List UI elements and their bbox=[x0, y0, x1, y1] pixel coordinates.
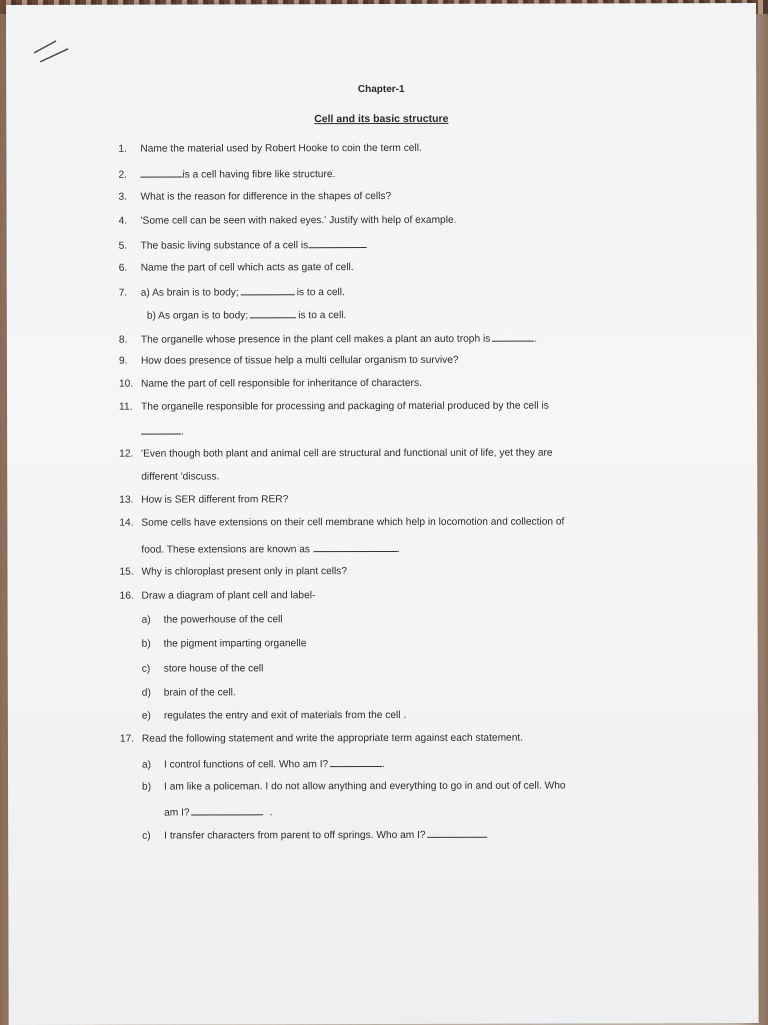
question-text: a) As brain is to body; bbox=[140, 287, 239, 299]
question-text: . bbox=[534, 333, 538, 345]
question-17a bbox=[142, 757, 385, 771]
question-text: How is SER different from RER? bbox=[141, 494, 289, 506]
question-17b-continued bbox=[164, 805, 272, 818]
question-number: 7. bbox=[118, 287, 128, 299]
question-text: . bbox=[382, 758, 386, 770]
question-9 bbox=[119, 355, 459, 367]
question-text: am I? bbox=[164, 807, 190, 819]
question-number: 3. bbox=[118, 191, 128, 203]
question-text: What is the reason for difference in the shapes of cells? bbox=[140, 190, 392, 203]
answer-blank[interactable] bbox=[140, 168, 182, 178]
question-number: 1. bbox=[118, 143, 127, 155]
question-text: . bbox=[269, 807, 273, 819]
question-text: I control functions of cell. Who am I? bbox=[163, 759, 329, 771]
question-5 bbox=[119, 238, 367, 252]
question-number: 2. bbox=[118, 169, 127, 181]
answer-blank[interactable] bbox=[250, 308, 296, 318]
question-text: the powerhouse of the cell bbox=[163, 614, 283, 626]
question-16a bbox=[142, 614, 283, 625]
question-text: Name the material used by Robert Hooke to coin the term cell. bbox=[140, 142, 422, 155]
sub-label: a) bbox=[141, 614, 151, 626]
question-number: 16. bbox=[119, 590, 134, 602]
answer-blank[interactable] bbox=[141, 425, 181, 435]
question-17b bbox=[142, 781, 566, 793]
question-number: 4. bbox=[118, 215, 128, 227]
question-number: 11. bbox=[119, 401, 133, 413]
answer-blank[interactable] bbox=[241, 285, 295, 295]
question-7a bbox=[119, 285, 345, 299]
question-7b bbox=[147, 308, 347, 322]
page-title: Cell and its basic structure bbox=[314, 112, 449, 126]
question-text: 'Some cell can be seen with naked eyes.' Justify with help of example. bbox=[140, 214, 457, 227]
question-16 bbox=[120, 590, 316, 602]
question-text: Why is chloroplast present only in plant cells? bbox=[141, 566, 348, 578]
question-text: Some cells have extensions on their cell membrane which help in locomotion and collection of bbox=[141, 516, 565, 529]
question-text: How does presence of tissue help a multi cellular organism to survive? bbox=[140, 354, 459, 367]
question-text: I am like a policeman. I do not allow anything and everything to go in and out of cell. Who bbox=[164, 780, 566, 793]
question-number: 13. bbox=[119, 494, 134, 506]
question-text: . bbox=[396, 543, 400, 555]
question-number: 15. bbox=[119, 566, 134, 578]
question-16d bbox=[142, 687, 236, 698]
question-number: 10. bbox=[118, 378, 134, 390]
question-text: 'Even though both plant and animal cell are structural and functional unit of life, yet they are bbox=[141, 447, 553, 460]
question-17c bbox=[142, 828, 487, 842]
question-text: is to a cell. bbox=[296, 287, 345, 299]
question-text: brain of the cell. bbox=[163, 687, 236, 699]
question-text: the pigment imparting organelle bbox=[163, 638, 307, 650]
sub-label: b) bbox=[141, 638, 151, 650]
question-17 bbox=[120, 733, 523, 745]
question-number: 14. bbox=[119, 517, 134, 529]
question-text: Draw a diagram of plant cell and label- bbox=[141, 590, 316, 602]
question-number: 8. bbox=[118, 334, 128, 346]
worksheet-page bbox=[6, 3, 759, 1025]
answer-blank[interactable] bbox=[492, 332, 534, 342]
question-8 bbox=[119, 332, 537, 346]
question-text: food. These extensions are known as bbox=[141, 544, 311, 556]
question-14-continued bbox=[141, 542, 399, 556]
question-text: regulates the entry and exit of materials from the cell . bbox=[163, 709, 407, 722]
question-12-continued bbox=[141, 471, 219, 482]
question-3 bbox=[118, 191, 391, 203]
question-text: The organelle responsible for processing and packaging of material produced by the cell is bbox=[141, 400, 549, 413]
question-1 bbox=[118, 143, 421, 155]
question-text: The organelle whose presence in the plant cell makes a plant an auto troph is bbox=[140, 333, 491, 346]
sub-label: c) bbox=[141, 663, 151, 675]
answer-blank[interactable] bbox=[308, 238, 366, 248]
sub-label: d) bbox=[141, 687, 151, 699]
sub-label: a) bbox=[141, 759, 152, 771]
question-text: The basic living substance of a cell is bbox=[140, 240, 309, 252]
question-13 bbox=[119, 494, 288, 505]
sub-label: c) bbox=[142, 830, 151, 842]
question-6 bbox=[119, 262, 354, 274]
question-16e bbox=[142, 710, 406, 722]
question-11 bbox=[119, 401, 549, 413]
question-14 bbox=[119, 517, 564, 529]
question-text: . bbox=[181, 426, 184, 438]
answer-blank[interactable] bbox=[313, 542, 397, 552]
question-text: is to a cell. bbox=[298, 310, 347, 322]
question-number: 6. bbox=[118, 262, 128, 274]
question-number: 12. bbox=[119, 448, 134, 460]
question-text: different 'discuss. bbox=[141, 471, 220, 483]
question-text: is a cell having fibre like structure. bbox=[182, 169, 336, 181]
question-16c bbox=[142, 663, 264, 674]
question-number: 9. bbox=[118, 355, 128, 367]
question-16b bbox=[142, 638, 307, 649]
answer-blank[interactable] bbox=[330, 757, 382, 767]
question-number: 17. bbox=[119, 733, 135, 745]
question-4 bbox=[119, 215, 457, 227]
question-12 bbox=[119, 448, 552, 460]
question-number: 5. bbox=[118, 240, 128, 252]
question-2 bbox=[118, 167, 335, 181]
chapter-heading: Chapter-1 bbox=[357, 83, 405, 96]
question-text: Name the part of cell responsible for inheritance of characters. bbox=[140, 377, 422, 390]
pen-mark-icon bbox=[30, 35, 74, 69]
question-text: I transfer characters from parent to off springs. Who am I? bbox=[164, 829, 426, 842]
question-text: Name the part of cell which acts as gate of cell. bbox=[140, 262, 354, 274]
question-10 bbox=[119, 378, 422, 390]
question-15 bbox=[119, 566, 347, 578]
sub-label: e) bbox=[141, 710, 151, 722]
answer-blank[interactable] bbox=[192, 805, 264, 815]
question-text: b) As organ is to body; bbox=[146, 310, 249, 322]
answer-blank[interactable] bbox=[428, 828, 488, 838]
sub-label: b) bbox=[142, 781, 152, 793]
question-11-blank bbox=[141, 425, 184, 438]
question-text: store house of the cell bbox=[163, 663, 264, 675]
question-text: Read the following statement and write the appropriate term against each statement. bbox=[141, 732, 524, 745]
